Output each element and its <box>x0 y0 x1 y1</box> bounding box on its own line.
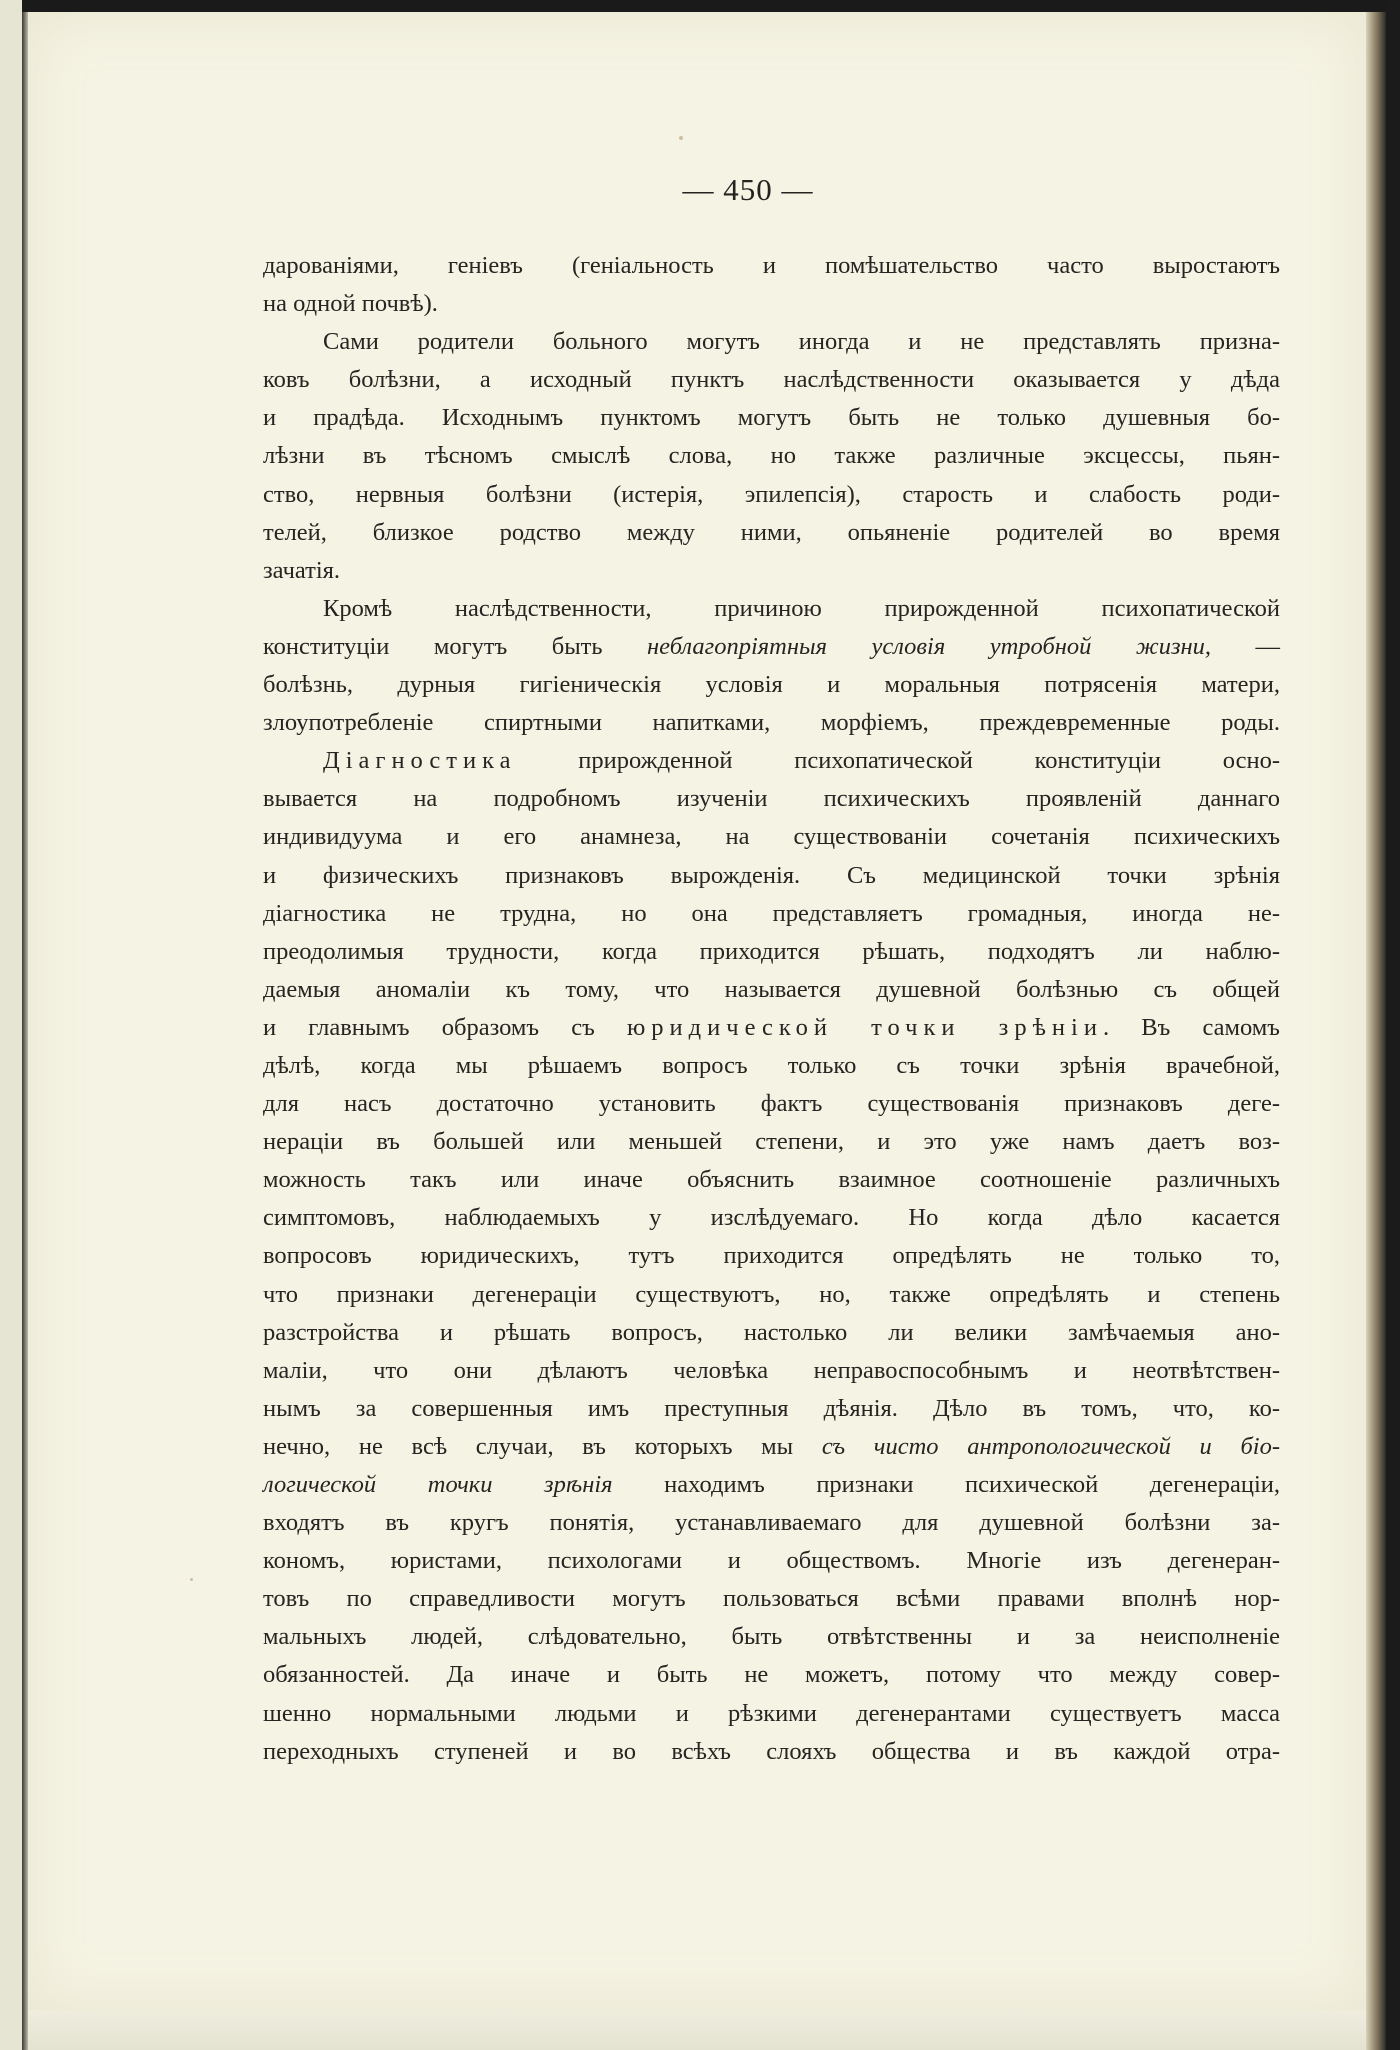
text-line <box>263 1542 1280 1580</box>
text-run: . Въ самомъ <box>1102 1013 1280 1041</box>
scan-left-margin <box>0 0 22 2050</box>
text-run: маліи, что они дѣлаютъ человѣка неправоспособнымъ и неотвѣтствен- <box>263 1356 1280 1384</box>
text-line <box>263 399 1280 437</box>
text-line <box>263 1047 1280 1085</box>
page-number: — 450 — <box>682 172 814 207</box>
text-line <box>263 1237 1280 1275</box>
dust-speck <box>679 136 683 140</box>
text-run: обязанностей. Да иначе и быть не можетъ, потому что между совер- <box>263 1661 1280 1689</box>
text-run: разстройства и рѣшать вопросъ, настолько ли велики замѣчаемыя ано- <box>263 1318 1280 1346</box>
text-run: что признаки дегенераціи существуютъ, но, также опредѣлять и степень <box>263 1280 1280 1308</box>
text-run: болѣзнь, дурныя гигіеническія условія и моральныя потрясенія матери, <box>263 671 1280 699</box>
spaced-phrase: юридической точки зрѣніи <box>627 1013 1103 1041</box>
text-line <box>263 590 1280 628</box>
text-run: мальныхъ людей, слѣдовательно, быть отвѣтственны и за неисполненіе <box>263 1623 1280 1651</box>
text-run: шенно нормальными людьми и рѣзкими дегенерантами существуетъ масса <box>263 1699 1280 1727</box>
text-line <box>263 437 1280 475</box>
text-line <box>263 1161 1280 1199</box>
text-run: дарованіями, геніевъ (геніальность и помѣшательство часто выростаютъ <box>263 252 1280 279</box>
text-run: дѣлѣ, когда мы рѣшаемъ вопросъ только съ точки зрѣнія врачебной, <box>263 1051 1280 1079</box>
text-line <box>263 1466 1280 1504</box>
text-run: индивидуума и его анамнеза, на существованіи сочетанія психическихъ <box>263 823 1280 851</box>
text-line <box>263 1199 1280 1237</box>
text-line <box>263 514 1280 552</box>
scan-bottom-margin <box>28 2010 1366 2050</box>
text-run: находимъ признаки психической дегенераціи, <box>612 1471 1280 1498</box>
text-line <box>263 1618 1280 1656</box>
text-line <box>263 704 1280 742</box>
text-line <box>263 1352 1280 1390</box>
text-line <box>263 780 1280 818</box>
body-text <box>263 247 1280 1771</box>
text-line <box>263 1504 1280 1542</box>
spaced-phrase: Діагностика <box>323 747 517 775</box>
text-run: вывается на подробномъ изученіи психическихъ проявленій даннаго <box>263 785 1280 813</box>
text-run: зачатія. <box>263 556 341 584</box>
italic-phrase: неблагопріятныя условія утробной жизни, <box>647 632 1212 660</box>
text-run: можность такъ или иначе объяснить взаимное соотношеніе различныхъ <box>263 1166 1280 1194</box>
text-line <box>263 1428 1280 1466</box>
text-run: для насъ достаточно установить фактъ существованія признаковъ деге- <box>263 1090 1280 1118</box>
text-run: злоупотребленіе спиртными напитками, морфіемъ, преждевременные роды. <box>263 709 1280 737</box>
text-line <box>263 1123 1280 1161</box>
text-line <box>263 1085 1280 1123</box>
text-line <box>263 1314 1280 1352</box>
italic-phrase: логической точки зрѣнія <box>263 1471 613 1498</box>
text-run: нераціи въ большей или меньшей степени, и это уже намъ даетъ воз- <box>263 1128 1280 1156</box>
text-line <box>263 1733 1280 1771</box>
text-run: даемыя аномаліи къ тому, что называется душевной болѣзнью съ общей <box>263 975 1280 1003</box>
text-line <box>263 552 1280 590</box>
text-run: вопросовъ юридическихъ, тутъ приходится опредѣлять не только то, <box>263 1242 1280 1270</box>
text-run: нечно, не всѣ случаи, въ которыхъ мы <box>263 1432 822 1460</box>
text-line <box>263 895 1280 933</box>
text-line <box>263 666 1280 704</box>
text-run: Кромѣ наслѣдственности, причиною прирожденной психопатической <box>323 594 1280 622</box>
text-line <box>263 628 1280 666</box>
text-run: — <box>1211 632 1280 660</box>
text-line <box>263 1580 1280 1618</box>
dust-speck <box>190 1578 193 1581</box>
text-line <box>263 1390 1280 1428</box>
text-run: конституціи могутъ быть <box>263 632 647 660</box>
text-run: и физическихъ признаковъ вырожденія. Съ медицинской точки зрѣнія <box>263 861 1280 889</box>
text-run: лѣзни въ тѣсномъ смыслѣ слова, но также различные эксцессы, пьян- <box>263 442 1280 470</box>
text-run: телей, близкое родство между ними, опьяненіе родителей во время <box>263 518 1280 546</box>
text-line <box>263 361 1280 399</box>
text-line <box>263 857 1280 895</box>
text-run: на одной почвѣ). <box>263 290 438 318</box>
text-line <box>263 285 1280 323</box>
text-run: прирожденной психопатической конституціи осно- <box>516 747 1280 775</box>
text-run: нымъ за совершенныя имъ преступныя дѣянія. Дѣло въ томъ, что, ко- <box>263 1394 1280 1422</box>
text-run: переходныхъ ступеней и во всѣхъ слояхъ общества и въ каждой отра- <box>263 1737 1280 1765</box>
text-line <box>263 1695 1280 1733</box>
text-line <box>263 742 1280 780</box>
text-run: преодолимыя трудности, когда приходится рѣшать, подходятъ ли наблю- <box>263 937 1280 965</box>
italic-phrase: съ чисто антропологической и біо- <box>821 1432 1281 1460</box>
text-line <box>263 1656 1280 1694</box>
text-run: кономъ, юристами, психологами и обществомъ. Многіе изъ дегенеран- <box>263 1547 1280 1575</box>
text-line <box>263 818 1280 856</box>
text-line <box>263 247 1280 285</box>
text-run: Сами родители больного могутъ иногда и не представлять призна- <box>323 328 1280 356</box>
book-spine-shadow <box>1366 12 1386 2050</box>
scan-right-border <box>1386 0 1400 2050</box>
text-run: и прадѣда. Исходнымъ пунктомъ могутъ быть не только душевныя бо- <box>263 404 1280 432</box>
text-run: діагностика не трудна, но она представляетъ громадныя, иногда не- <box>263 899 1280 927</box>
text-run: товъ по справедливости могутъ пользоваться всѣми правами вполнѣ нор- <box>263 1585 1280 1613</box>
text-line <box>263 476 1280 514</box>
text-line <box>263 971 1280 1009</box>
text-line <box>263 1276 1280 1314</box>
scan-top-border <box>0 0 1400 12</box>
text-line <box>263 323 1280 361</box>
text-line <box>263 933 1280 971</box>
text-run: симптомовъ, наблюдаемыхъ у изслѣдуемаго. Но когда дѣло касается <box>263 1204 1280 1232</box>
text-run: и главнымъ образомъ съ <box>263 1013 627 1041</box>
text-run: ство, нервныя болѣзни (истерія, эпилепсія), старость и слабость роди- <box>263 480 1280 508</box>
text-line <box>263 1009 1280 1047</box>
text-run: входятъ въ кругъ понятія, устанавливаемаго для душевной болѣзни за- <box>263 1509 1280 1537</box>
text-run: ковъ болѣзни, а исходный пунктъ наслѣдственности оказывается у дѣда <box>263 366 1280 394</box>
